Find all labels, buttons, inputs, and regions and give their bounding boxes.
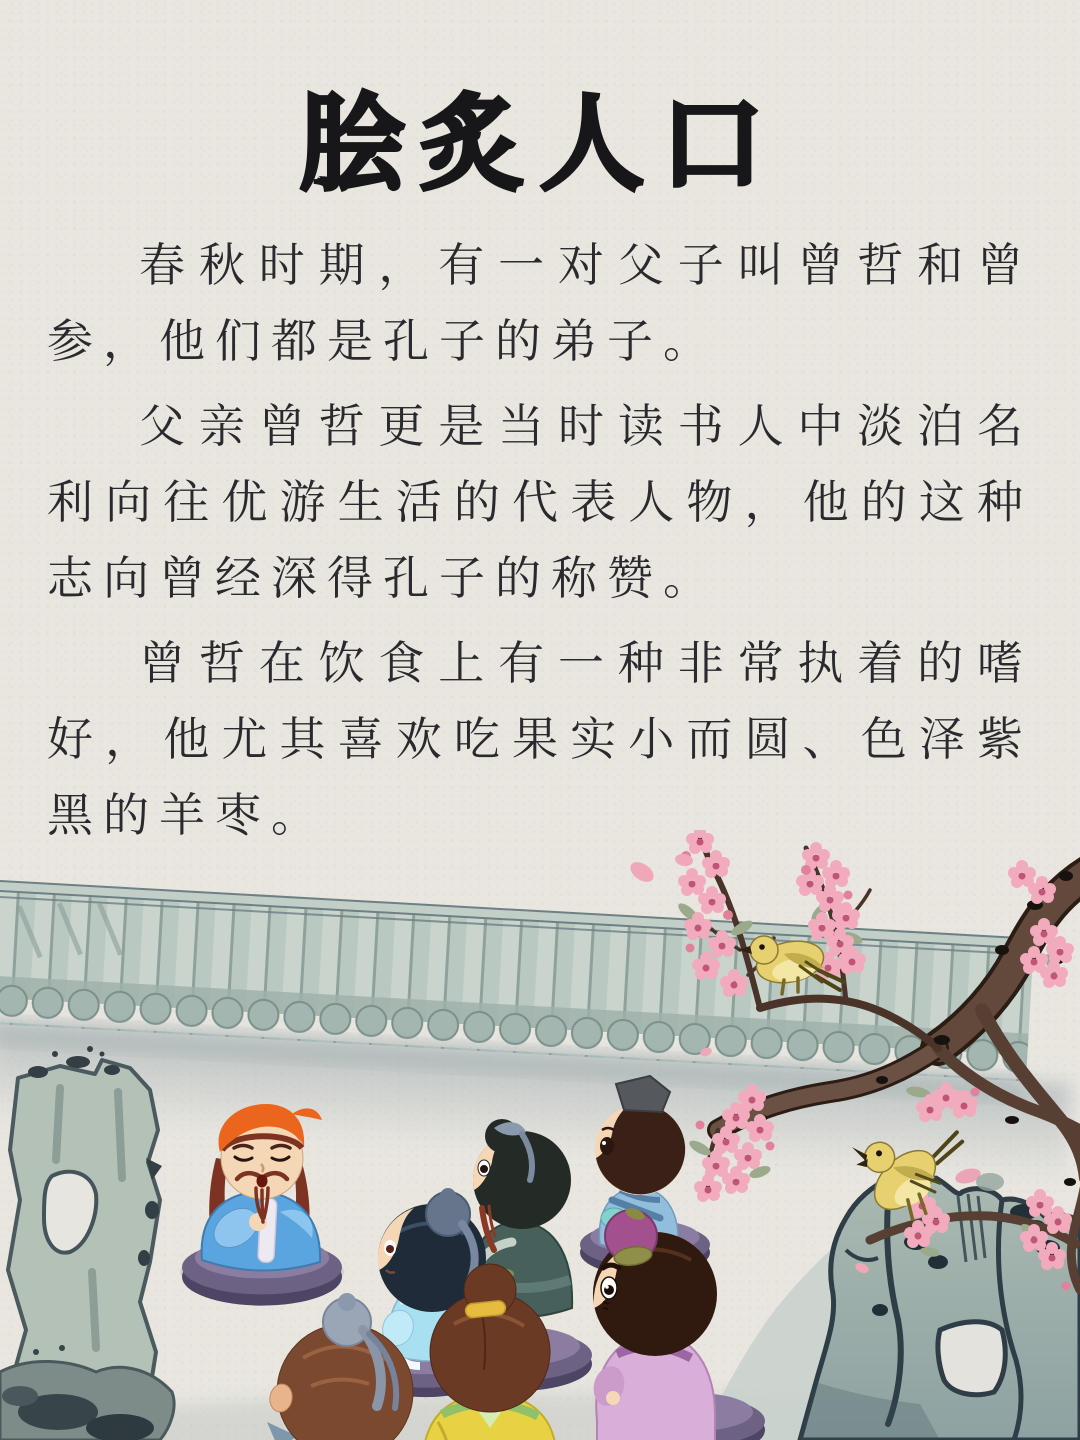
story-paragraph-2: 父亲曾哲更是当时读书人中淡泊名利向往优游生活的代表人物，他的这种志向曾经深得孔子的称赞。 [47,400,1033,604]
story-text [47,227,1033,862]
story-paragraph-1: 春秋时期，有一对父子叫曾哲和曾参，他们都是孔子的弟子。 [47,239,1033,367]
student-pink-robe [589,1206,765,1440]
story-paragraph-3: 曾哲在饮食上有一种非常执着的嗜好，他尤其喜欢吃果实小而圆、色泽紫黑的羊枣。 [47,637,1033,841]
illustration-scene [0,830,1080,1440]
page-title: 脍炙人口 [299,87,780,203]
